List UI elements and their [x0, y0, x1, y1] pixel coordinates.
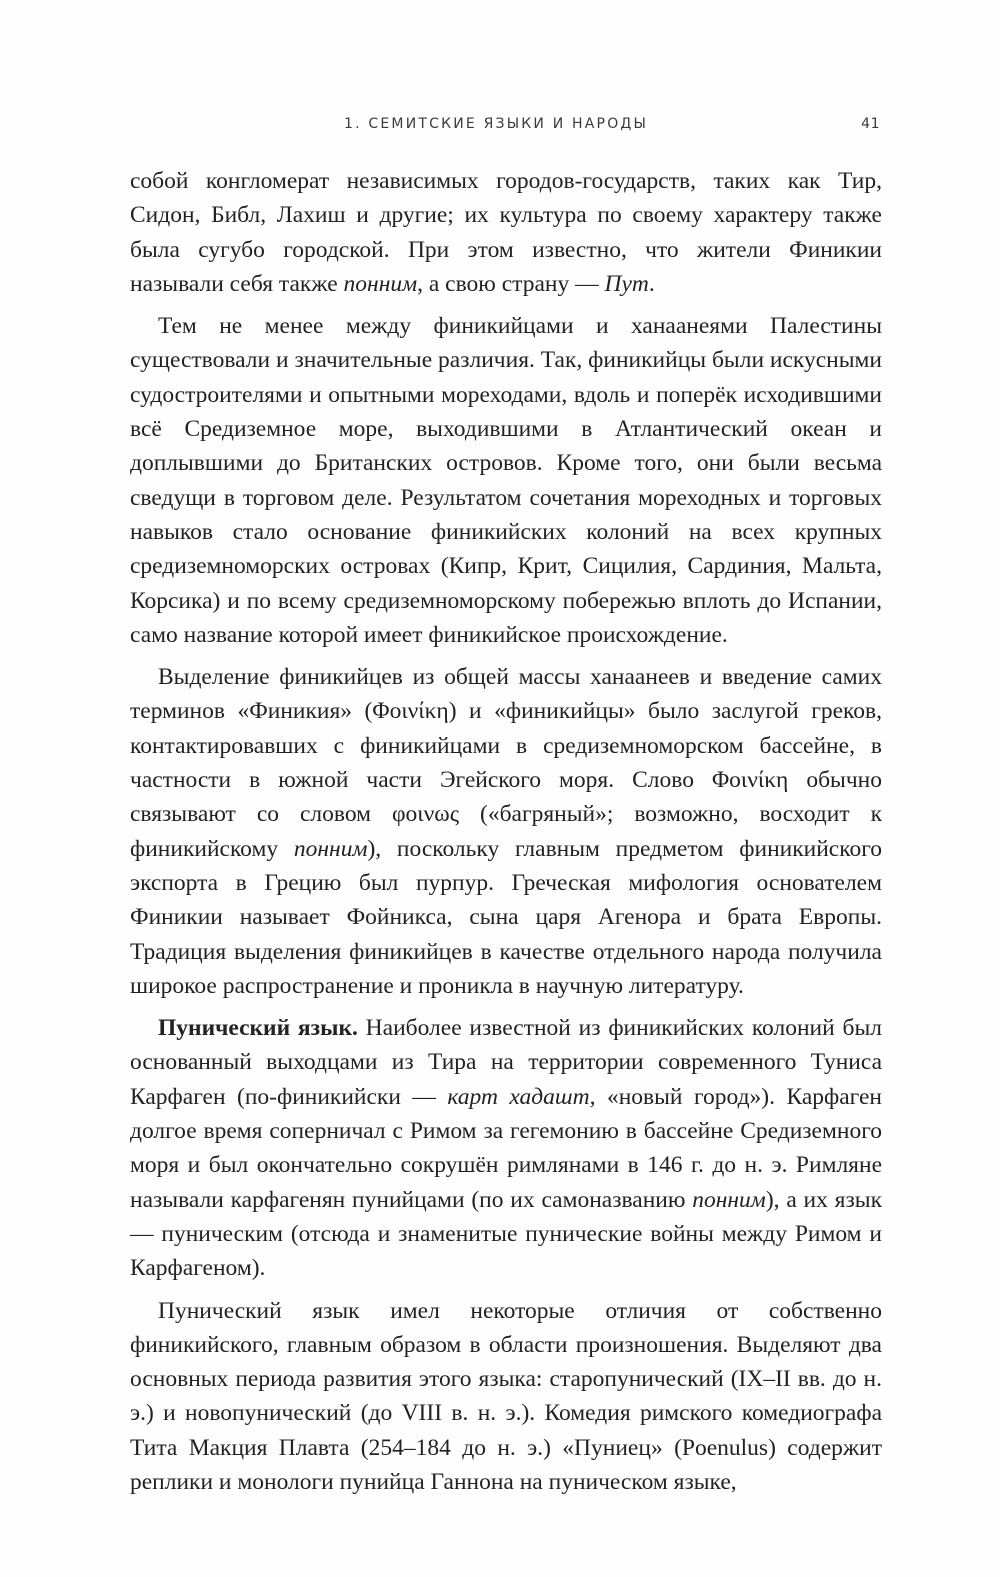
running-title: 1. СЕМИТСКИЕ ЯЗЫКИ И НАРОДЫ — [344, 116, 649, 132]
page-number: 41 — [861, 116, 880, 132]
paragraph-2-text: Тем не менее между финикийцами и ханаанеями Палестины существовали и значительные различия. Так, финикийцы были искусными судостроителями и опытными мореходами, вдоль и поперёк исходившими всё Средиземное море, выходившими в Атлантический океан и доплывшими до Британских островов. Кроме того, они были весьма сведущи в торговом деле. Результатом сочетания мореходных и торговых навыков стало основание финикийских колоний на всех крупных средиземноморских островах (Кипр, Крит, Сицилия, Сардиния, Мальта, Корсика) и по всему средиземноморскому побережью вплоть до Испании, само название которой имеет финикийское происхождение. — [130, 313, 882, 648]
paragraph-4 — [130, 1011, 882, 1285]
paragraph-1-text-3: . — [648, 270, 655, 297]
paragraph-3-text-2: ), поскольку главным предметом финикийского экспорта в Грецию был пурпур. Греческая мифология основателем Финикии называет Фойникса, сына царя Агенора и брата Европы. Традиция выделения финикийцев в качестве отдельного народа получила широкое распространение и проникла в научную литературу. — [130, 835, 882, 999]
paragraph-4-text-2: , «новый город»). Карфаген долгое время соперничал с Римом за гегемонию в бассейне Средиземного моря и был окончательно сокрушён римлянами в 146 г. до н. э. Римляне называли карфагенян пунийцами (по их самоназванию — [130, 1083, 883, 1213]
italic-term-put: Пут — [604, 270, 649, 297]
italic-term-kart-hadasht: карт хадашт — [447, 1083, 590, 1110]
paragraph-4-text-3: ), а их язык — пуническим (отсюда и знаменитые пунические войны между Римом и Карфагеном). — [130, 1186, 882, 1282]
italic-term-ponnim: понним — [343, 270, 418, 297]
paragraph-1-text: собой конгломерат независимых городов-государств, таких как Тир, Сидон, Библ, Лахиш и другие; их культура по своему характеру также была сугубо городской. При этом известно, что жители Финикии называли себя также — [130, 168, 882, 297]
paragraph-3 — [130, 660, 882, 1003]
italic-term-ponnim-2: понним — [293, 835, 368, 862]
section-heading-punic-language: Пунический язык. — [158, 1015, 358, 1042]
italic-term-ponnim-3: понним — [692, 1186, 766, 1213]
paragraph-5-text: Пунический язык имел некоторые отличия от собственно финикийского, главным образом в области произношения. Выделяют два основных периода развития этого языка: старопунический (IX–II вв. до н. э.) и новопунический (до VIII в. н. э.). Комедия римского комедиографа Тита Макция Плавта (254–184 до н. э.) «Пуниец» (Poenulus) содержит реплики и монологи пунийца Ганнона на пуническом языке, — [130, 1297, 882, 1495]
paragraph-4-text: Наиболее известной из финикийских колоний был основанный выходцами из Тира на территории современного Туниса Карфаген (по-финикийски — — [130, 1015, 882, 1110]
running-head — [130, 114, 880, 142]
paragraph-5 — [130, 1294, 882, 1500]
paragraph-1 — [130, 164, 882, 301]
body-text — [130, 164, 882, 1507]
paragraph-2 — [130, 309, 882, 652]
paragraph-1-text-2: , а свою страну — — [417, 270, 605, 297]
paragraph-3-text: Выделение финикийцев из общей массы ханаанеев и введение самих терминов «Финикия» (Φοινίκη) и «финикийцы» было заслугой греков, контактировавших с финикийцами в средиземноморском бассейне, в частности в южной части Эгейского моря. Слово Φοινίκη обычно связывают со словом φοινως («багряный»; возможно, восходит к финикийскому — [130, 664, 882, 862]
